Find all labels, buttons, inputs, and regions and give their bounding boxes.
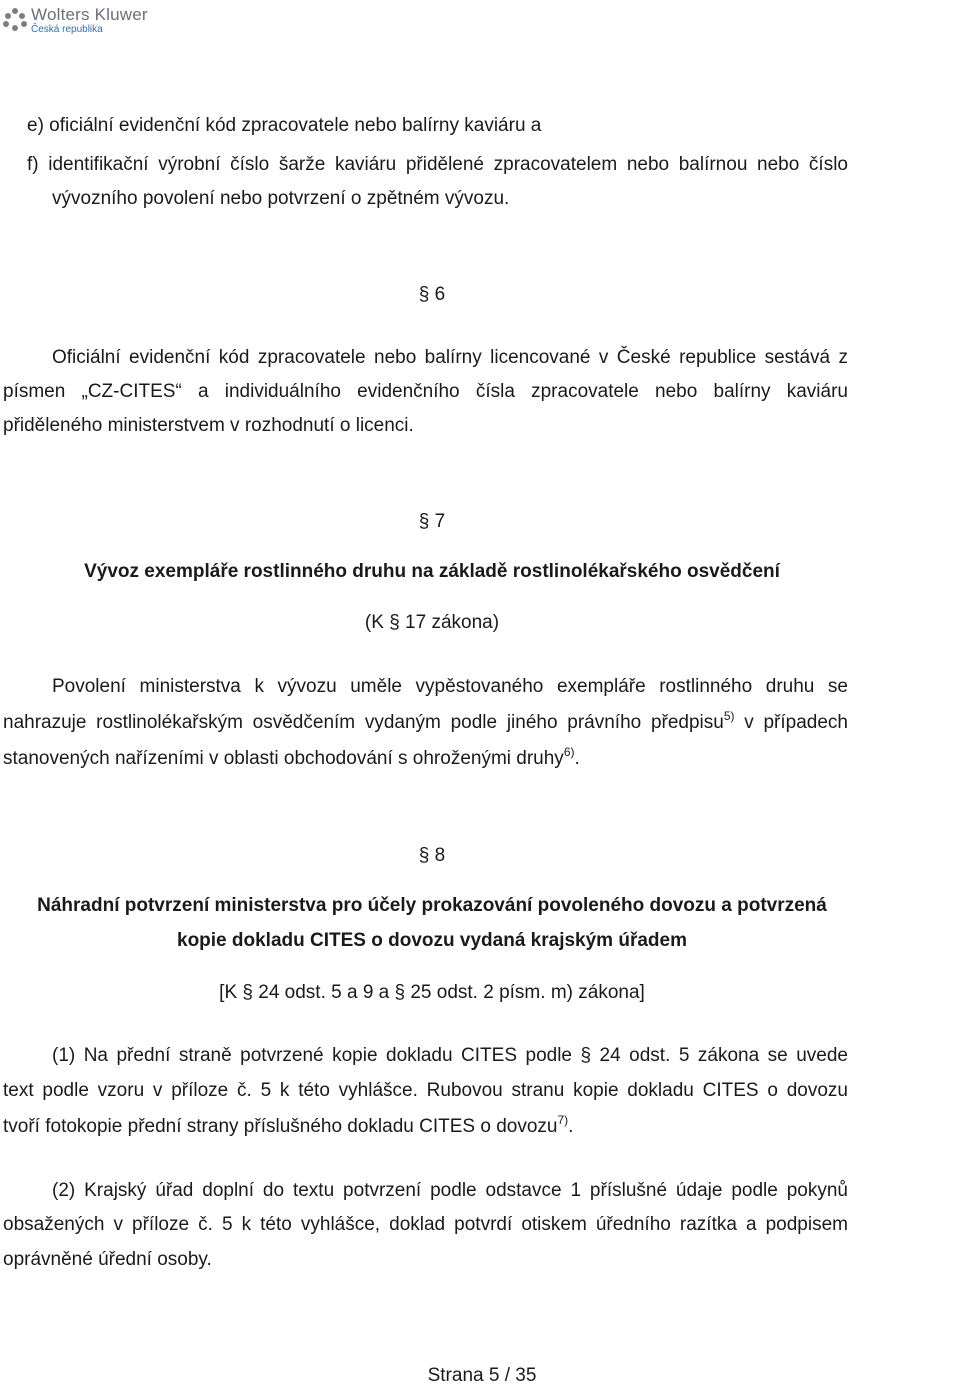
section-8-paragraph2-line2: obsažených v příloze č. 5 k této vyhlášce, doklad potvrdí otiskem úředního razítka a podpisem — [3, 1214, 848, 1235]
section-7-paragraph-line3: stanovených nařízeními v oblasti obchodování s ohroženými druhy$^{6)}$. — [3, 745, 580, 769]
footnote-ref-5: 5) — [723, 709, 735, 723]
section-6-paragraph-line1: Oficiální evidenční kód zpracovatele nebo balírny licencované v České republice sestává z — [52, 347, 848, 368]
publisher-logo — [0, 0, 148, 40]
logo-mark-icon — [2, 7, 28, 33]
section-8-paragraph2-line1: (2) Krajský úřad doplní do textu potvrzení podle odstavce 1 příslušné údaje podle pokynů — [52, 1180, 848, 1201]
item-f-line2: vývozního povolení nebo potvrzení o zpětném vývozu. — [52, 188, 510, 209]
section-8-paragraph2-line3: oprávněné úřední osoby. — [3, 1249, 212, 1270]
section-8-paragraph1-line3: tvoří fotokopie přední strany příslušného dokladu CITES o dovozu$^{7)}$. — [3, 1113, 574, 1137]
section-8-heading: § 8 — [418, 845, 446, 866]
section-6-heading: § 6 — [418, 284, 446, 305]
footnote-ref-6: 6) — [563, 745, 575, 759]
logo-name: Wolters Kluwer — [31, 4, 148, 24]
section-8-reference: [K § 24 odst. 5 a 9 a § 25 odst. 2 písm. m) zákona] — [219, 982, 645, 1003]
section-7-paragraph-line2: nahrazuje rostlinolékařským osvědčením vydaným podle jiného právního předpisu$^{5)}$ v případech — [3, 709, 848, 733]
section-7-paragraph-line1: Povolení ministerstva k vývozu uměle vypěstovaného exempláře rostlinného druhu se — [52, 676, 848, 697]
item-f-line1: f) identifikační výrobní číslo šarže kaviáru přidělené zpracovatelem nebo balírnou nebo číslo — [27, 154, 848, 175]
section-8-title-line2: kopie dokladu CITES o dovozu vydaná krajským úřadem — [177, 930, 687, 951]
section-8-paragraph1-line1: (1) Na přední straně potvrzené kopie dokladu CITES podle § 24 odst. 5 zákona se uvede — [52, 1045, 848, 1066]
footnote-ref-7: 7) — [557, 1113, 569, 1127]
section-7-heading: § 7 — [418, 511, 446, 532]
section-8-title-line1: Náhradní potvrzení ministerstva pro účely prokazování povoleného dovozu a potvrzená — [37, 895, 827, 916]
item-e: e) oficiální evidenční kód zpracovatele nebo balírny kaviáru a — [27, 115, 542, 136]
section-6-paragraph-line3: přiděleného ministerstvem v rozhodnutí o licenci. — [3, 415, 414, 436]
logo-subtitle: Česká republika — [31, 23, 103, 35]
section-8-paragraph1-line2: text podle vzoru v příloze č. 5 k této vyhlášce. Rubovou stranu kopie dokladu CITES o dovozu — [3, 1080, 848, 1101]
section-6-paragraph-line2: písmen „CZ-CITES“ a individuálního evidenčního čísla zpracovatele nebo balírny kaviáru — [3, 381, 848, 402]
page-number: Strana 5 / 35 — [427, 1365, 537, 1386]
section-7-reference: (K § 17 zákona) — [364, 612, 500, 633]
section-7-title: Vývoz exempláře rostlinného druhu na základě rostlinolékařského osvědčení — [84, 561, 780, 582]
